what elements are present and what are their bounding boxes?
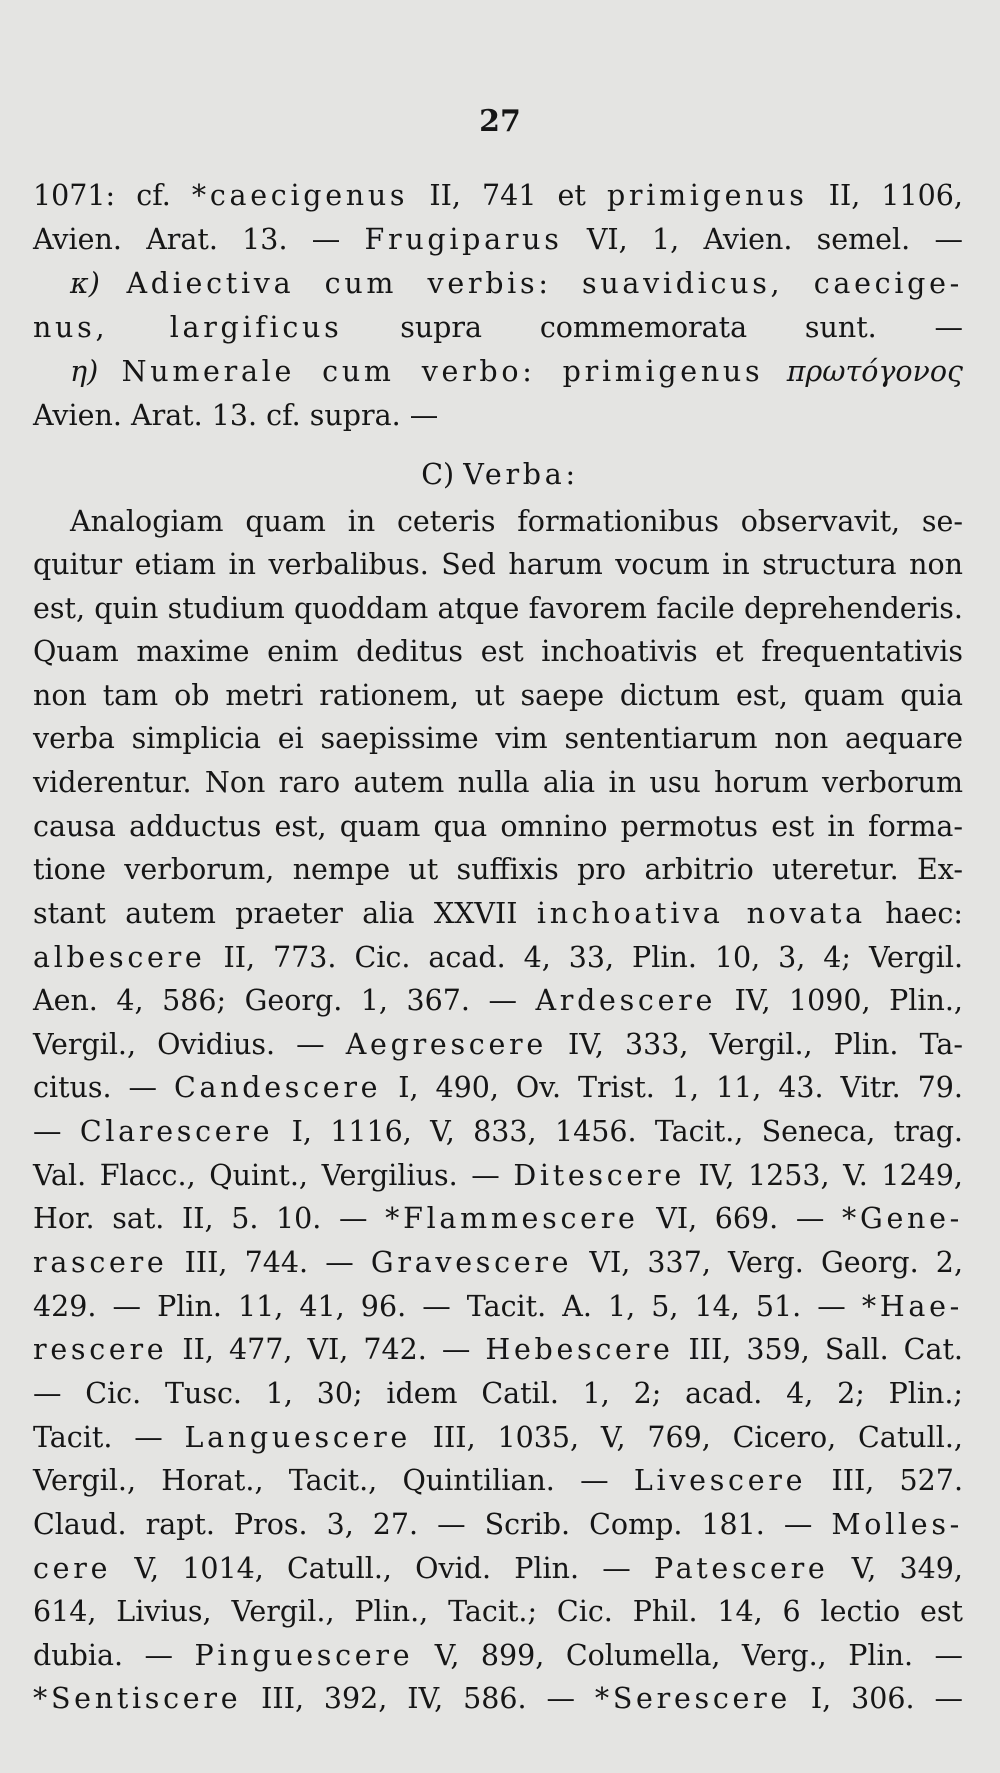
line-text: III, 392, IV, 586. — — [241, 1682, 595, 1715]
spaced-term: Pinguescere — [194, 1639, 414, 1672]
line-text: II, 773. Cic. acad. 4, 33, Plin. 10, 3, 4; Vergil. — [205, 941, 963, 974]
line-text: supra commemorata sunt. — — [342, 311, 963, 344]
line-text: Claud. rapt. Pros. 3, 27. — Scrib. Comp. 181. — — [33, 1508, 832, 1541]
text-line — [33, 893, 963, 935]
line-text: Vergil., Ovidius. — — [33, 1028, 346, 1061]
line-text: VI, 337, Verg. Georg. 2, — [572, 1246, 963, 1279]
line-text — [763, 355, 786, 388]
line-text: viderentur. Non raro autem nulla alia in usu horum verborum — [33, 766, 963, 799]
text-line — [33, 307, 963, 349]
section-heading — [0, 454, 1000, 496]
line-text: 614, Livius, Vergil., Plin., Tacit.; Cic. Phil. 14, 6 lectio est — [33, 1595, 963, 1628]
line-text: verba simplicia ei saepissime vim sententiarum non aequare — [33, 722, 963, 755]
text-line — [33, 1591, 963, 1633]
text-line — [33, 395, 963, 437]
text-line — [33, 1460, 963, 1502]
spaced-term: Frugiparus — [364, 223, 563, 256]
spaced-term: Ardescere — [535, 984, 717, 1017]
text-line — [33, 980, 963, 1022]
line-text: III, 744. — — [167, 1246, 371, 1279]
line-text: causa adductus est, quam qua omnino permotus est in forma- — [33, 810, 963, 843]
spaced-term: *Flammescere — [385, 1202, 639, 1235]
spaced-term: Verba: — [463, 458, 579, 491]
text-line — [33, 219, 963, 261]
text-line — [33, 762, 963, 804]
line-text: Vergil., Horat., Tacit., Quintilian. — — [33, 1464, 634, 1497]
spaced-term: rescere — [33, 1333, 168, 1366]
line-text: quitur etiam in verbalibus. Sed harum vocum in structura non — [33, 548, 963, 581]
text-line — [33, 1286, 963, 1328]
text-line — [33, 1504, 963, 1546]
line-text: VI, 669. — — [638, 1202, 843, 1235]
spaced-term: Numerale cum verbo: primigenus — [121, 355, 764, 388]
spaced-term: Aegrescere — [345, 1028, 547, 1061]
line-text: Avien. Arat. 13. cf. supra. — — [33, 399, 439, 432]
spaced-term: *caecigenus — [191, 179, 409, 212]
spaced-term: Ditescere — [513, 1159, 685, 1192]
text-line — [33, 1678, 963, 1720]
text-line — [33, 1198, 963, 1240]
line-text: 1071: cf. — [33, 179, 192, 212]
text-line — [70, 501, 963, 543]
line-text: dubia. — — [33, 1639, 195, 1672]
text-line — [33, 1329, 963, 1371]
line-text: III, 527. — [806, 1464, 963, 1497]
text-line — [33, 1635, 963, 1677]
line-text: Aen. 4, 586; Georg. 1, 367. — — [33, 984, 536, 1017]
text-line — [33, 1373, 963, 1415]
spaced-term: Languescere — [184, 1421, 411, 1454]
spaced-term: Molles- — [831, 1508, 963, 1541]
text-line — [33, 849, 963, 891]
line-text: I, 306. — — [791, 1682, 963, 1715]
spaced-term: *Gene- — [842, 1202, 963, 1235]
greek-text: πρωτόγονος — [786, 355, 964, 388]
line-text: Tacit. — — [33, 1421, 185, 1454]
line-text: tione verborum, nempe ut suffixis pro arbitrio uteretur. Ex- — [33, 853, 963, 886]
line-text: V, 1014, Catull., Ovid. Plin. — — [111, 1552, 654, 1585]
spaced-term: *Sentiscere — [33, 1682, 242, 1715]
spaced-term: nus, largificus — [33, 311, 343, 344]
text-line — [33, 1548, 963, 1590]
spaced-term: rascere — [33, 1246, 168, 1279]
page-number: 27 — [479, 104, 521, 139]
line-text: II, 477, VI, 742. — — [167, 1333, 486, 1366]
spaced-term: Hebescere — [485, 1333, 674, 1366]
spaced-term: Patescere — [653, 1552, 829, 1585]
line-text: I, 1116, V, 833, 1456. Tacit., Seneca, trag. — [273, 1115, 963, 1148]
line-text: IV, 1090, Plin., — [716, 984, 963, 1017]
line-text: stant autem praeter alia XXVII — [33, 897, 537, 930]
spaced-term: *Hae- — [861, 1290, 963, 1323]
line-text: citus. — — [33, 1071, 174, 1104]
spaced-term: albescere — [33, 941, 206, 974]
text-line — [33, 718, 963, 760]
line-text: Quam maxime enim deditus est inchoativis et frequentativis — [33, 635, 963, 668]
line-text: non tam ob metri rationem, ut saepe dictum est, quam quia — [33, 679, 963, 712]
spaced-term: *Serescere — [594, 1682, 791, 1715]
line-text: V, 349, — [828, 1552, 963, 1585]
line-text: IV, 333, Vergil., Plin. Ta- — [546, 1028, 963, 1061]
line-text — [98, 355, 121, 388]
text-line — [33, 631, 963, 673]
line-text: — Cic. Tusc. 1, 30; idem Catil. 1, 2; acad. 4, 2; Plin.; — [33, 1377, 963, 1410]
line-text: Analogiam quam in ceteris formationibus observavit, se- — [70, 505, 963, 538]
spaced-term: cere — [33, 1552, 112, 1585]
line-text: III, 359, Sall. Cat. — [673, 1333, 963, 1366]
line-text: 429. — Plin. 11, 41, 96. — Tacit. A. 1, 5, 14, 51. — — [33, 1290, 862, 1323]
spaced-term: Clarescere — [79, 1115, 274, 1148]
line-text: Val. Flacc., Quint., Vergilius. — — [33, 1159, 514, 1192]
line-text: haec: — [865, 897, 963, 930]
spaced-term: inchoativa novata — [536, 897, 866, 930]
line-text: II, 741 et — [408, 179, 607, 212]
line-text: I, 490, Ov. Trist. 1, 11, 43. Vitr. 79. — [381, 1071, 963, 1104]
line-text: V, 899, Columella, Verg., Plin. — — [413, 1639, 963, 1672]
text-line — [70, 263, 963, 305]
line-text: III, 1035, V, 769, Cicero, Catull., — [410, 1421, 963, 1454]
spaced-term: Gravescere — [370, 1246, 573, 1279]
spaced-term: Candescere — [173, 1071, 382, 1104]
line-text: II, 1106, — [807, 179, 963, 212]
line-text: Avien. Arat. 13. — — [33, 223, 365, 256]
text-line — [33, 175, 963, 217]
spaced-term: Livescere — [633, 1464, 807, 1497]
line-text: VI, 1, Avien. semel. — — [562, 223, 963, 256]
line-text: — — [33, 1115, 80, 1148]
line-text — [100, 267, 127, 300]
text-line — [33, 1155, 963, 1197]
line-text: C) — [421, 458, 464, 491]
spaced-term: primigenus — [606, 179, 808, 212]
text-line — [70, 351, 963, 393]
text-line — [33, 1067, 963, 1109]
text-line — [33, 806, 963, 848]
line-text: IV, 1253, V. 1249, — [684, 1159, 963, 1192]
greek-text: κ) — [70, 267, 100, 300]
text-line — [33, 1111, 963, 1153]
spaced-term: Adiectiva cum verbis: suavidicus, caecige- — [126, 267, 963, 300]
text-line — [33, 1417, 963, 1459]
greek-text: η) — [70, 355, 99, 388]
line-text: Hor. sat. II, 5. 10. — — [33, 1202, 386, 1235]
text-line — [33, 937, 963, 979]
line-text: est, quin studium quoddam atque favorem facile deprehenderis. — [33, 592, 963, 625]
text-line — [33, 544, 963, 586]
text-line — [33, 675, 963, 717]
text-line — [33, 1242, 963, 1284]
text-line — [33, 588, 963, 630]
text-line — [33, 1024, 963, 1066]
